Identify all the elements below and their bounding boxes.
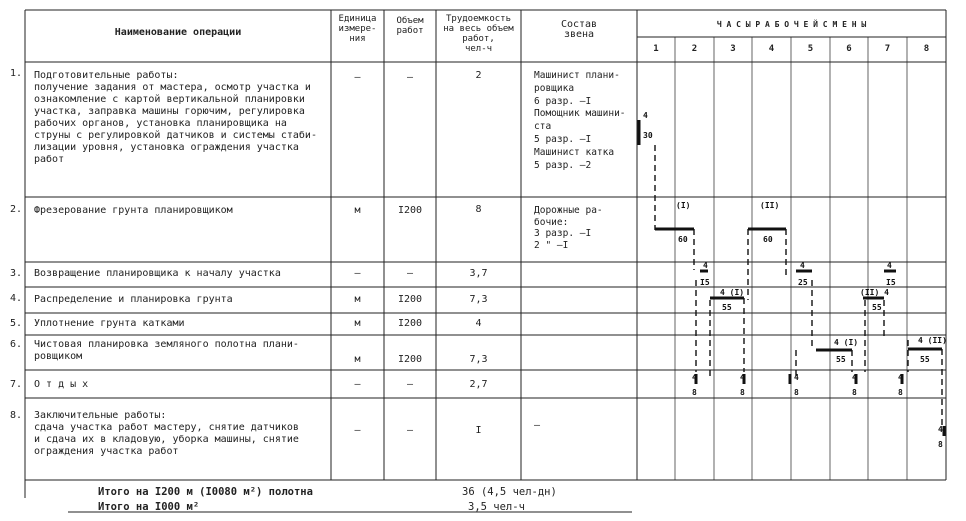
operation-name: Подготовительные работы: получение задания от мастера, осмотр участка и ознакомление с картой вертикальной планировки участка, заправка машины горючим, регулировка рабочих органов, установка планировщика на струны с регулировкой датчиков и системы стаби- лизации уровня, установка ограждения участка работ: [34, 70, 317, 165]
labor-cell: 2,7: [469, 379, 488, 390]
hour-3: 3: [730, 44, 736, 54]
labor-cell: 8: [475, 204, 482, 215]
gantt-label-top: 4 (I): [834, 338, 859, 347]
hour-2: 2: [691, 44, 698, 54]
header-name: Наименование операции: [114, 27, 242, 38]
hour-1: 1: [653, 44, 659, 54]
operation-name: О т д ы х: [34, 379, 89, 390]
row-number: 2.: [10, 204, 23, 215]
row-number: 7.: [10, 379, 23, 390]
volume-cell: I200: [397, 205, 423, 216]
gantt-label-top: 4: [643, 111, 648, 120]
labor-cell: I: [475, 425, 482, 436]
row-number: 8.: [10, 410, 23, 421]
header-volume: Объем работ: [396, 16, 424, 36]
labor-cell: 7,3: [469, 354, 488, 365]
row-number: 4.: [10, 293, 23, 304]
unit-cell: м: [354, 294, 361, 305]
gantt-label-bottom: 8: [740, 388, 745, 397]
unit-cell: –: [354, 72, 361, 83]
operation-name: Уплотнение грунта катками: [34, 318, 185, 329]
gantt-label-bottom: 55: [836, 355, 846, 364]
unit-cell: м: [354, 318, 361, 329]
volume-cell: –: [406, 268, 414, 279]
unit-cell: м: [354, 205, 361, 216]
unit-cell: –: [354, 379, 361, 390]
gantt-label-bottom: 55: [722, 303, 732, 312]
gantt-label-bottom: 8: [692, 388, 697, 397]
gantt-label-top: 4: [898, 373, 903, 382]
gantt-label-top: 4: [740, 373, 745, 382]
crew-cell: –: [534, 420, 541, 431]
unit-cell: –: [354, 268, 361, 279]
hour-7: 7: [884, 44, 891, 54]
crew-cell: Машинист плани- ровщика 6 разр. –I Помощник машини- ста 5 разр. –I Машинист катка 5 разр. –2: [534, 70, 626, 171]
gantt-label-top: 4: [938, 425, 943, 434]
labor-cell: 4: [475, 318, 482, 329]
header-labor: Трудоемкость на весь объем работ, чел-ч: [443, 14, 514, 54]
gantt-label-bottom: 8: [794, 388, 799, 397]
volume-cell: –: [406, 425, 414, 436]
gantt-label-bottom: 60: [678, 235, 688, 244]
operation-name: Заключительные работы: сдача участка работ мастеру, снятие датчиков и сдача их в кладовую, уборка машины, снятие ограждения участка работ: [34, 410, 299, 457]
unit-cell: –: [354, 425, 361, 436]
gantt-label-top: 4: [794, 373, 799, 382]
hour-6: 6: [846, 44, 852, 54]
gantt-label-bottom: 60: [763, 235, 773, 244]
volume-cell: –: [406, 72, 414, 83]
operation-name: Распределение и планировка грунта: [34, 294, 233, 305]
gantt-label-bottom: 8: [898, 388, 903, 397]
volume-cell: I200: [397, 354, 423, 365]
crew-cell: Дорожные ра- бочие: 3 разр. –I 2 " –I: [534, 205, 603, 251]
total-line-1-value: 36 (4,5 чел-дн): [462, 486, 557, 498]
gantt-label-top: (I): [676, 201, 691, 210]
volume-cell: I200: [397, 318, 423, 329]
gantt-label-top: 4: [692, 373, 697, 382]
gantt-label-top: (II): [760, 201, 780, 210]
gantt-label-bottom: 8: [852, 388, 857, 397]
header-crew: Состав звена: [560, 19, 598, 40]
gantt-label-bottom: 55: [920, 355, 930, 364]
row-number: 6.: [10, 339, 23, 350]
gantt-label-bottom: 30: [643, 131, 653, 140]
row-number: 1.: [10, 68, 23, 79]
operation-name: Чистовая планировка земляного полотна плани- ровщиком: [34, 339, 299, 362]
gantt-label-bottom: I5: [886, 278, 896, 287]
hour-5: 5: [807, 44, 814, 54]
gantt-label-top: (II) 4: [860, 288, 889, 297]
gantt-label-top: 4 (I): [720, 288, 745, 297]
labor-cell: 2: [475, 70, 482, 81]
volume-cell: –: [406, 379, 414, 390]
labor-cell: 3,7: [469, 268, 488, 279]
row-number: 3.: [10, 268, 23, 279]
operation-name: Фрезерование грунта планировщиком: [34, 205, 233, 216]
operation-name: Возвращение планировщика к началу участка: [34, 268, 281, 279]
unit-cell: м: [354, 354, 361, 365]
gantt-label-top: 4: [852, 373, 857, 382]
row-number: 5.: [10, 318, 23, 329]
gantt-label-top: 4: [800, 261, 805, 270]
header-shift: Ч А С Ы Р А Б О Ч Е Й С М Е Н Ы: [716, 20, 867, 29]
gantt-label-bottom: 8: [938, 440, 943, 449]
labor-cell: 7,3: [469, 294, 488, 305]
gantt-label-bottom: 25: [798, 278, 808, 287]
total-line-2-label: Итого на I000 м²: [98, 501, 200, 513]
hour-8: 8: [923, 44, 930, 54]
total-line-2-value: 3,5 чел-ч: [468, 501, 525, 513]
gantt-label-bottom: 55: [872, 303, 882, 312]
gantt-label-bottom: I5: [700, 278, 710, 287]
header-unit: Единица измере- ния: [338, 14, 377, 44]
gantt-label-top: 4 (II): [918, 336, 947, 345]
total-line-1-label: Итого на I200 м (I0080 м²) полотна: [98, 486, 313, 498]
hour-4: 4: [768, 44, 775, 54]
volume-cell: I200: [397, 294, 423, 305]
gantt-label-top: 4: [703, 261, 708, 270]
gantt-label-top: 4: [887, 261, 892, 270]
